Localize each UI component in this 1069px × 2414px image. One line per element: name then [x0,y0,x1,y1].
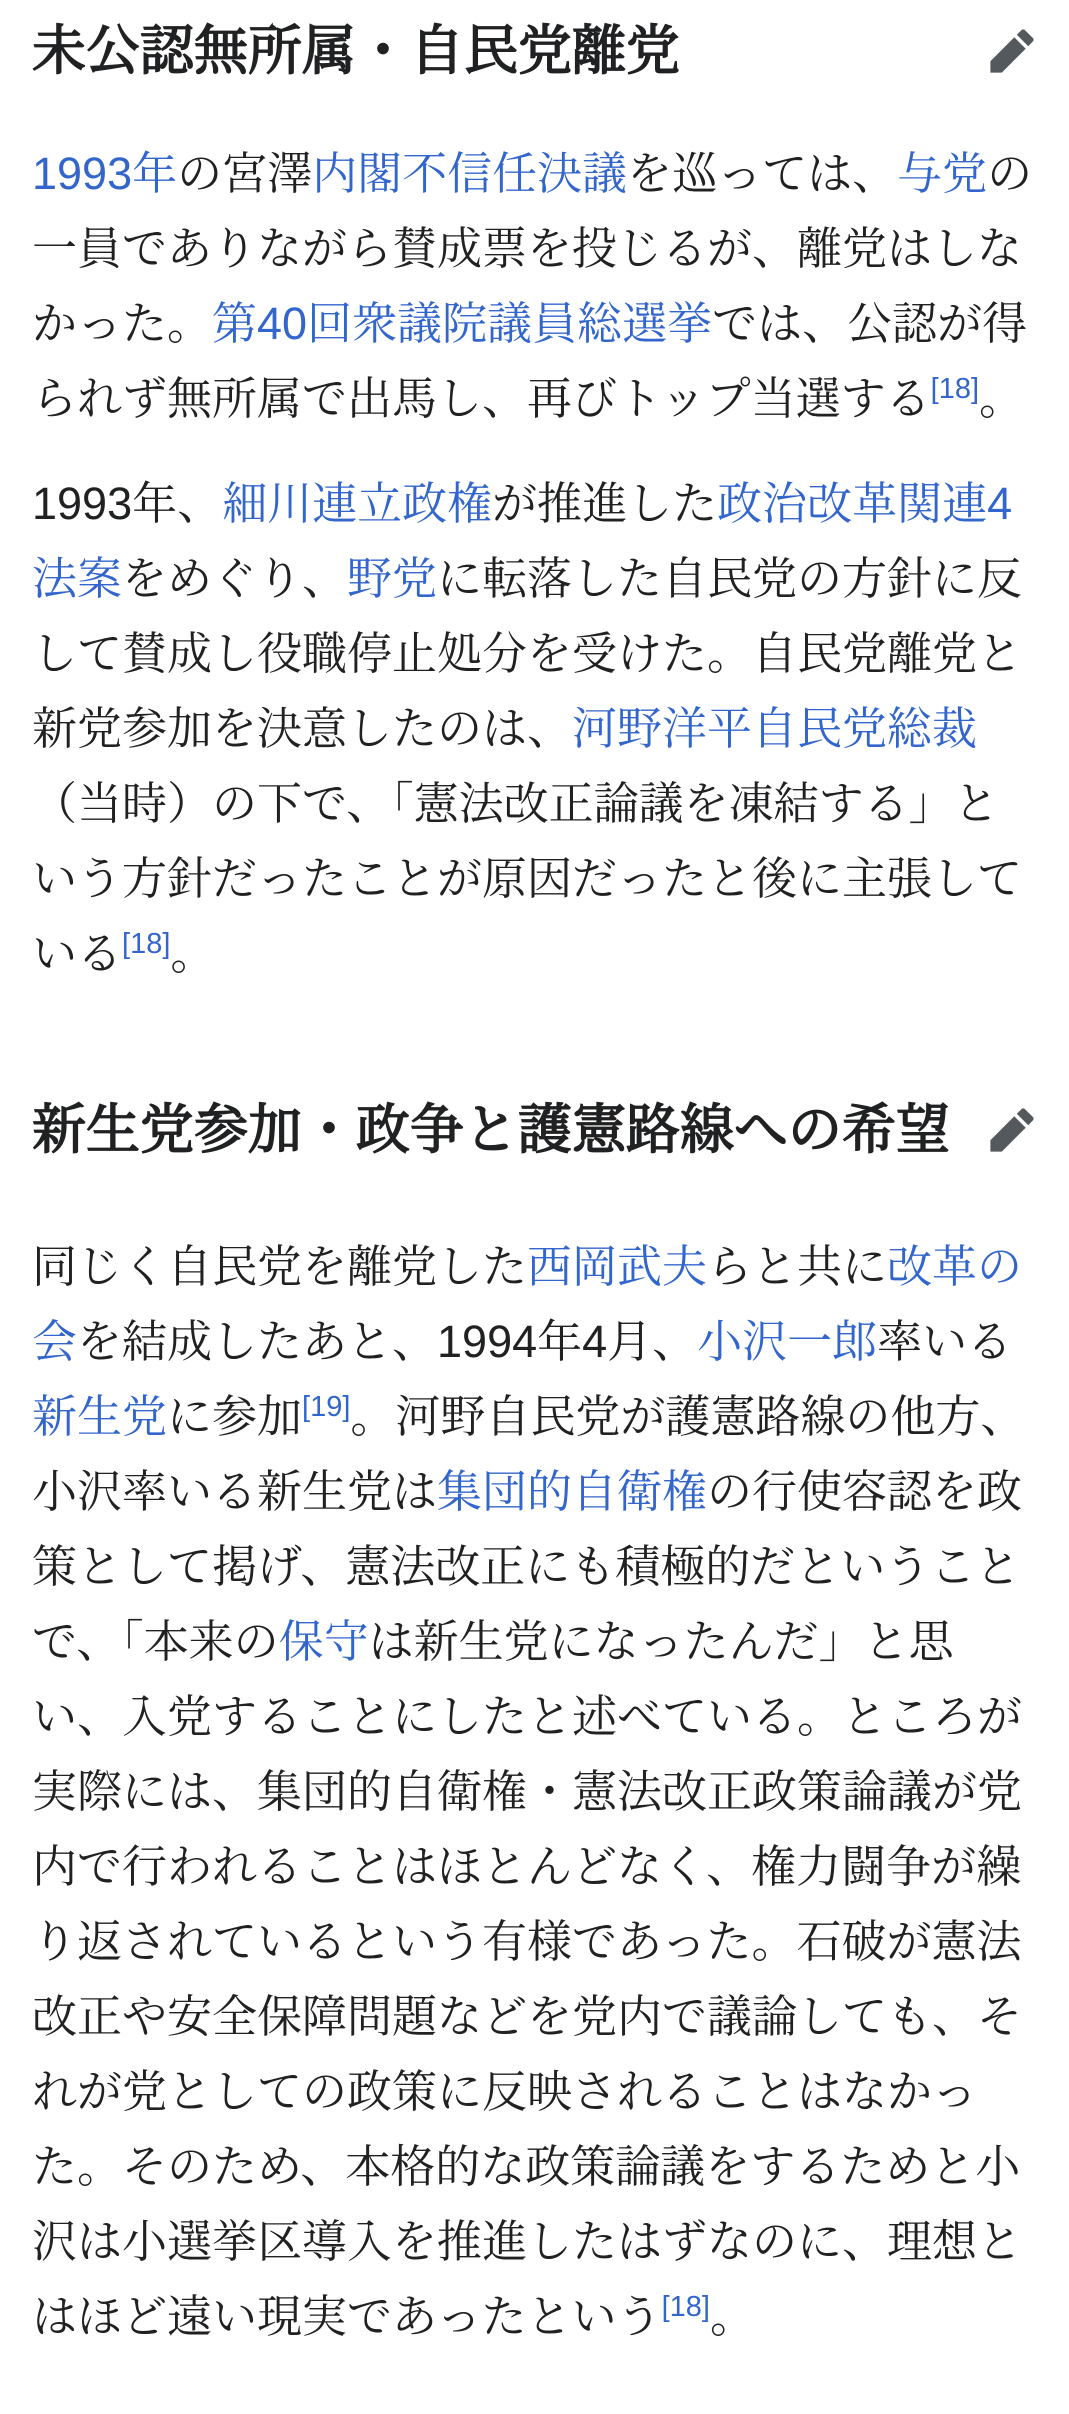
text-segment: 。 [709,2291,755,2342]
wiki-link[interactable]: 改革の会 [32,1241,1023,1367]
wiki-link[interactable]: 細川連立政権 [222,478,493,529]
text-segment: をめぐり、 [122,553,348,604]
wiki-link[interactable]: 西岡武夫 [527,1241,708,1292]
text-segment: 同じく自民党を離党した [32,1241,528,1292]
wiki-link[interactable]: 1993年 [32,148,178,199]
text-segment: は新生党になったんだ」と思い、入党することにしたと述べている。ところが実際には、集団的自衛権・憲法改正政策論議が党内で行われることはほとんどなく、権力闘争が繰り返されているという有様であった。石破が憲法改正や安全保障問題などを党内で議論しても、それが党としての政策に反映されることはなかった。そのため、本格的な政策論議をするためと小沢は小選挙区導入を推進したはずなのに、理想とはほど遠い現実であったという [32,1616,1023,2342]
text-segment: らと共に [707,1241,888,1292]
article-section-1 [32,12,1037,991]
reference-link[interactable]: [18] [930,373,980,406]
reference-link[interactable]: [18] [661,2291,710,2324]
text-segment: を結成したあと、1994年4月、 [77,1316,698,1367]
wiki-link[interactable]: 第40回衆議院議員総選挙 [212,298,713,349]
text-segment: に参加 [167,1391,303,1442]
text-segment: 。 [979,373,1025,424]
text-segment: 。河野自民党が護憲路線の他方、小沢率いる新生党は [32,1391,1026,1517]
text-segment: を巡っては、 [627,148,898,199]
text-segment: 1993年、 [32,478,223,529]
wiki-link[interactable]: 小沢一郎 [697,1316,878,1367]
reference-sup [931,373,979,405]
wiki-link[interactable]: 保守 [278,1616,369,1667]
reference-link[interactable]: [18] [122,928,171,961]
section-heading-row [32,12,1037,90]
pencil-icon [988,1106,1036,1154]
text-segment: の行使容認を政策として掲げ、憲法改正にも積極的だということで、「本来の [32,1466,1023,1667]
reference-link[interactable]: [19] [302,1391,351,1424]
section-heading-row [32,1091,1037,1169]
paragraph [32,466,1037,991]
section-heading: 未公認無所属・自民党離党 [32,21,680,81]
wiki-link[interactable]: 与党 [897,148,988,199]
wiki-link[interactable]: 内閣不信任決議 [312,148,628,199]
paragraph [32,1229,1037,2354]
text-segment: 。 [170,928,216,979]
text-segment: の一員でありながら賛成票を投じるが、離党はしなかった。 [32,148,1033,349]
text-segment: の宮澤 [177,148,313,199]
edit-section-button[interactable] [987,26,1037,76]
wiki-link[interactable]: 集団的自衛権 [437,1466,708,1517]
wiki-link[interactable]: 野党 [347,553,438,604]
reference-sup [302,1391,350,1423]
text-segment: （当時）の下で、「憲法改正論議を凍結する」という方針だったことが原因だったと後に主張している [32,778,1023,979]
text-segment: が推進した [492,478,718,529]
paragraph [32,136,1037,436]
text-segment: に転落した自民党の方針に反して賛成し役職停止処分を受けた。自民党離党と新党参加を決意したのは、 [32,553,1023,754]
article-section-2 [32,1091,1037,2354]
wiki-link[interactable]: 河野洋平自民党総裁 [572,703,978,754]
pencil-icon [988,27,1036,75]
text-segment: では、公認が得られず無所属で出馬し、再びトップ当選する [32,298,1028,424]
wiki-link[interactable]: 政治改革関連4法案 [32,478,1013,604]
text-segment: 率いる [877,1316,1013,1367]
wiki-link[interactable]: 新生党 [32,1391,168,1442]
section-heading: 新生党参加・政争と護憲路線への希望 [32,1100,950,1160]
reference-sup [662,2291,710,2323]
reference-sup [122,928,170,960]
edit-section-button[interactable] [987,1105,1037,1155]
